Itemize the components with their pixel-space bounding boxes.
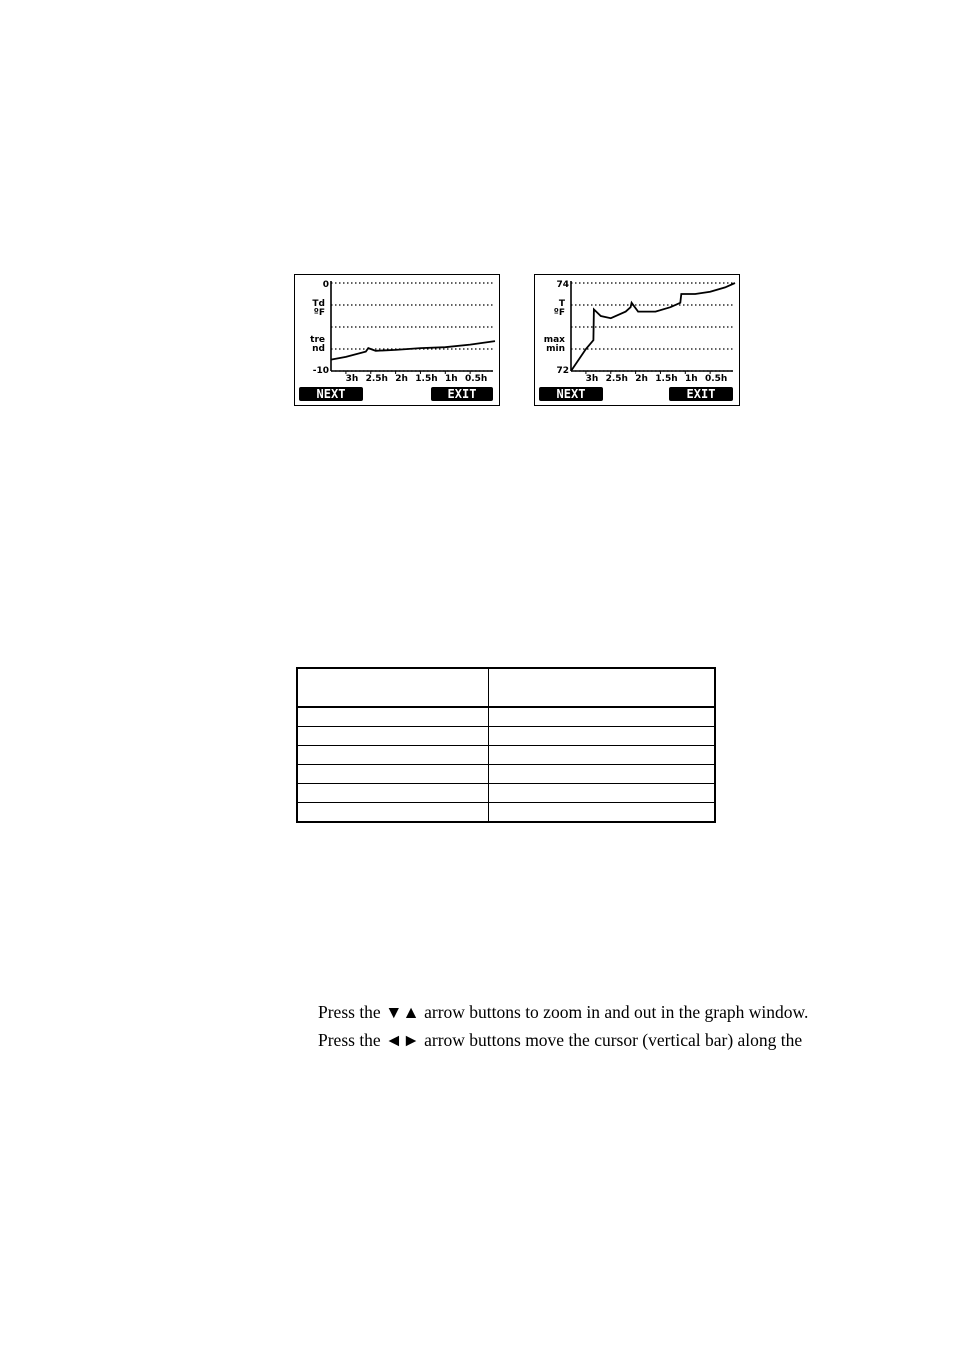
table-cell (297, 727, 489, 746)
next-button[interactable]: NEXT (299, 387, 363, 401)
table-cell (297, 803, 489, 823)
table-row (297, 707, 715, 727)
table-cell (489, 765, 716, 784)
x-tick-label: 3h (345, 374, 359, 384)
left-graph-display (294, 274, 500, 406)
table-cell (489, 784, 716, 803)
x-tick-label: 0.5h (464, 374, 488, 384)
table-cell (489, 803, 716, 823)
y-tick-label: 72 (556, 366, 569, 376)
table-row (297, 784, 715, 803)
y-unit-label: ºF (553, 308, 565, 318)
mode-label: max (543, 335, 565, 345)
exit-button[interactable]: EXIT (669, 387, 733, 401)
table-row (297, 765, 715, 784)
exit-button[interactable]: EXIT (431, 387, 493, 401)
x-tick-label: 1h (684, 374, 698, 384)
x-tick-label: 2h (395, 374, 408, 384)
table-cell (297, 784, 489, 803)
y-tick-label: 74 (556, 280, 569, 290)
x-tick-label: 1h (444, 374, 458, 384)
right-graph-display (534, 274, 740, 406)
series-line (331, 341, 495, 360)
table-cell (297, 746, 489, 765)
data-table (296, 667, 716, 823)
x-tick-label: 2h (635, 374, 648, 384)
x-tick-label: 2.5h (365, 374, 388, 384)
table-row (297, 803, 715, 823)
x-tick-label: 0.5h (704, 374, 728, 384)
table-row (297, 727, 715, 746)
x-tick-label: 1.5h (655, 374, 678, 384)
x-tick-label: 1.5h (415, 374, 438, 384)
mode-label: nd (312, 344, 325, 354)
table-row (297, 746, 715, 765)
y-tick-label: 0 (322, 280, 329, 290)
table-header-row (297, 668, 715, 707)
mode-label: tre (310, 335, 325, 345)
x-tick-label: 3h (585, 374, 599, 384)
instruction-cursor: Press the ◄► arrow buttons move the cursor (vertical bar) along the (318, 1030, 803, 1050)
x-tick-label: 2.5h (605, 374, 628, 384)
y-param-label: T (558, 299, 565, 309)
table-cell (489, 707, 716, 727)
next-button[interactable]: NEXT (539, 387, 603, 401)
y-tick-label: -10 (312, 366, 329, 376)
table-cell (297, 765, 489, 784)
y-param-label: Td (312, 299, 325, 309)
table-cell (297, 707, 489, 727)
instruction-zoom: Press the ▼▲ arrow buttons to zoom in and out in the graph window. (318, 1002, 809, 1022)
table-cell (489, 746, 716, 765)
mode-label: min (546, 344, 565, 354)
table-header-cell (297, 668, 489, 707)
table-cell (489, 727, 716, 746)
y-unit-label: ºF (313, 308, 325, 318)
table-header-cell (489, 668, 716, 707)
